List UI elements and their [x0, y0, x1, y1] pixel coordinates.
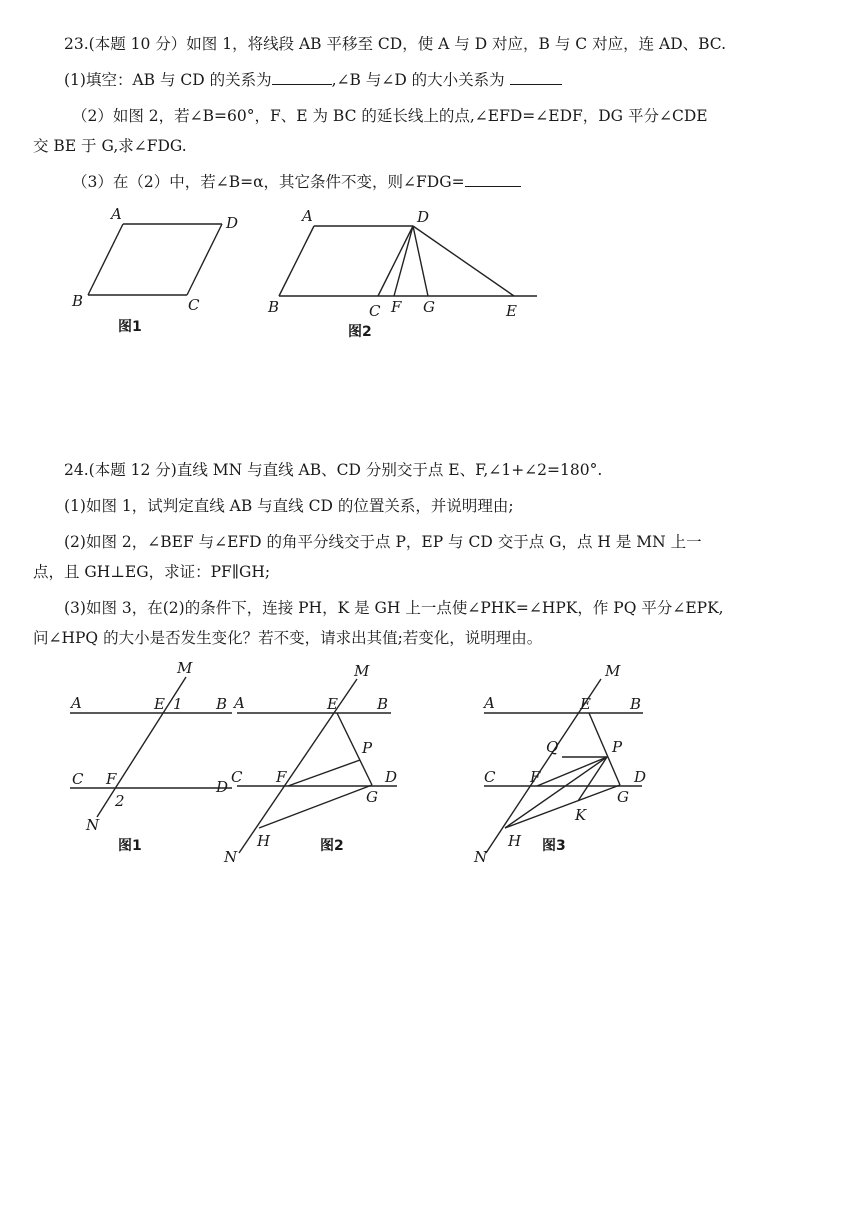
figure-caption: 图2 — [320, 838, 344, 854]
label-g: G — [366, 788, 378, 806]
line-mn — [239, 679, 357, 853]
q24-line-4: 点，且 GH⊥EG，求证：PF∥GH; — [33, 563, 271, 581]
q24-figure-2 — [223, 662, 397, 866]
label-d: D — [385, 768, 398, 786]
label-g: G — [423, 298, 435, 316]
q24-figure-3 — [473, 662, 646, 866]
figure-caption: 图3 — [542, 838, 566, 854]
label-b: B — [630, 695, 642, 713]
q24-line-3: (2)如图 2，∠BEF 与∠EFD 的角平分线交于点 P，EP 与 CD 交于点 G，点 H 是 MN 上一 — [64, 533, 702, 551]
label-e: E — [580, 695, 591, 713]
segment-hg — [505, 785, 620, 828]
segment-hp — [505, 757, 607, 828]
label-n: N — [224, 848, 238, 866]
label-b: B — [268, 298, 280, 316]
label-angle-1: 1 — [173, 695, 183, 713]
label-m: M — [354, 662, 370, 680]
label-e: E — [506, 302, 517, 320]
label-e: E — [327, 695, 338, 713]
label-k: K — [575, 806, 587, 824]
label-d: D — [226, 214, 239, 232]
q23-line-4: 交 BE 于 G,求∠FDG. — [33, 137, 187, 155]
q24-line-2: (1)如图 1，试判定直线 AB 与直线 CD 的位置关系，并说明理由; — [64, 497, 514, 515]
label-h: H — [257, 832, 271, 850]
label-a: A — [302, 207, 313, 225]
figure-caption: 图1 — [118, 838, 142, 854]
label-h: H — [508, 832, 522, 850]
label-f: F — [106, 770, 117, 788]
label-p: P — [362, 739, 373, 757]
label-b: B — [377, 695, 389, 713]
segment-hg — [259, 785, 372, 828]
label-d: D — [634, 768, 647, 786]
label-a: A — [111, 205, 122, 223]
label-e: E — [154, 695, 165, 713]
q24-line-6: 问∠HPQ 的大小是否发生变化？若不变，请求出其值;若变化，说明理由。 — [33, 629, 543, 647]
label-b: B — [72, 292, 84, 310]
label-f: F — [391, 298, 402, 316]
label-c: C — [369, 302, 381, 320]
label-d: D — [417, 208, 430, 226]
label-q: Q — [546, 738, 559, 756]
label-c: C — [484, 768, 496, 786]
label-b: B — [216, 695, 228, 713]
figure-caption: 图2 — [348, 324, 372, 340]
figure-caption: 图1 — [118, 319, 142, 335]
label-a: A — [234, 694, 245, 712]
label-n: N — [86, 816, 100, 834]
label-f: F — [276, 768, 287, 786]
label-g: G — [617, 788, 629, 806]
label-angle-2: 2 — [115, 792, 125, 810]
label-p: P — [612, 738, 623, 756]
label-c: C — [188, 296, 200, 314]
q24-figure-1 — [69, 659, 232, 854]
q23-line-3: （2）如图 2，若∠B=60°，F、E 为 BC 的延长线上的点,∠EFD=∠EDF，DG 平分∠CDE — [72, 107, 708, 125]
label-c: C — [72, 770, 84, 788]
label-m: M — [605, 662, 621, 680]
label-m: M — [177, 659, 193, 677]
q23-fill-prompt-3: （3）在（2）中，若∠B=α，其它条件不变，则∠FDG= — [72, 173, 465, 191]
label-f: F — [530, 768, 541, 786]
label-n: N — [474, 848, 488, 866]
q23-fill-prompt-2: ,∠B 与∠D 的大小关系为 — [331, 71, 505, 89]
label-c: C — [231, 768, 243, 786]
label-d: D — [216, 778, 229, 796]
q24-line-5: (3)如图 3，在(2)的条件下，连接 PH，K 是 GH 上一点使∠PHK=∠HPK，作 PQ 平分∠EPK, — [64, 599, 724, 617]
q23-line-1: 23.(本题 10 分）如图 1，将线段 AB 平移至 CD，使 A 与 D 对应，B 与 C 对应，连 AD、BC. — [64, 35, 727, 53]
q23-fill-prompt-1: (1)填空：AB 与 CD 的关系为 — [64, 71, 272, 89]
q24-line-1: 24.(本题 12 分)直线 MN 与直线 AB、CD 分别交于点 E、F,∠1+∠2=180°. — [64, 461, 603, 479]
label-a: A — [71, 694, 82, 712]
label-a: A — [484, 694, 495, 712]
